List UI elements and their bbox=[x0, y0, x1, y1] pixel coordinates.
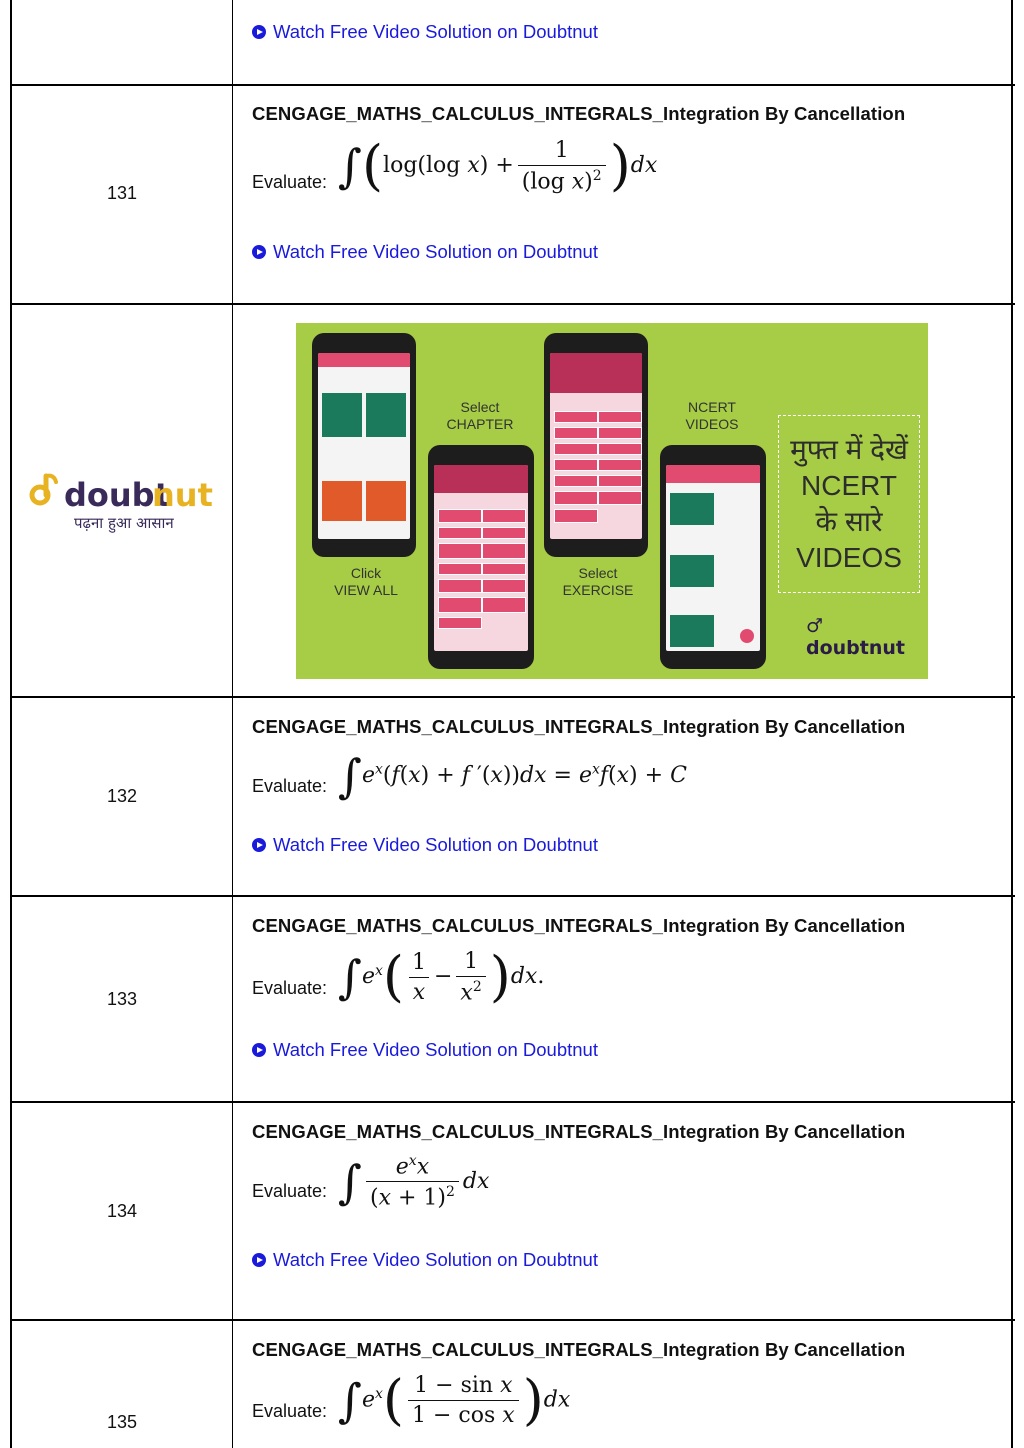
question-number: 135 bbox=[106, 1412, 138, 1432]
logo-tagline: पढ़ना हुआ आसान bbox=[74, 514, 174, 532]
column-divider bbox=[232, 897, 233, 1101]
column-divider bbox=[232, 698, 233, 895]
label-select-chapter: Select CHAPTER bbox=[446, 399, 514, 432]
column-divider bbox=[232, 0, 233, 84]
play-circle-icon bbox=[252, 25, 266, 39]
watch-video-link[interactable] bbox=[252, 1249, 598, 1271]
column-divider bbox=[232, 86, 233, 303]
evaluate-label: Evaluate: bbox=[252, 1181, 328, 1201]
logo-brand-left: doubt bbox=[64, 476, 170, 514]
integral-expression: $\int e^x$( $\frac{1}{x}$ − $\frac{1}{x^2}$ )dx. bbox=[338, 945, 545, 1009]
promo-line: NCERT bbox=[801, 470, 897, 501]
integral-expression: $\int e^x$( $\frac{\text{1 − sin x}}{\text{1 − cos x}}$ )dx bbox=[338, 1368, 571, 1432]
label-select-exercise: Select EXERCISE bbox=[562, 565, 634, 598]
question-heading: CENGAGE_MATHS_CALCULUS_INTEGRALS_Integration By Cancellation bbox=[252, 915, 906, 936]
column-divider bbox=[232, 305, 233, 696]
question-number: 132 bbox=[106, 786, 138, 806]
watch-video-link-text: Watch Free Video Solution on Doubtnut bbox=[273, 834, 598, 855]
table-row bbox=[12, 897, 1015, 1103]
evaluate-label: Evaluate: bbox=[252, 776, 328, 796]
watch-video-link-text: Watch Free Video Solution on Doubtnut bbox=[273, 1039, 598, 1060]
question-heading: CENGAGE_MATHS_CALCULUS_INTEGRALS_Integration By Cancellation bbox=[252, 716, 906, 737]
tips-card bbox=[366, 481, 406, 521]
question-number: 131 bbox=[106, 183, 138, 203]
table-row bbox=[12, 698, 1015, 897]
watch-video-link-text: Watch Free Video Solution on Doubtnut bbox=[273, 1249, 598, 1270]
question-number: 134 bbox=[106, 1201, 138, 1221]
table-row bbox=[12, 1103, 1015, 1321]
doubtnut-logo bbox=[26, 468, 216, 543]
watch-video-link-text: Watch Free Video Solution on Doubtnut bbox=[273, 21, 598, 42]
phone-mockup-exercise bbox=[544, 333, 648, 557]
banner-brand-logo: ♂ doubtnut bbox=[806, 615, 905, 659]
promo-banner[interactable] bbox=[296, 323, 928, 679]
doubtnut-logo-graphic bbox=[26, 468, 216, 538]
banner-doubtnut-icon: ♂ bbox=[806, 615, 824, 637]
evaluate-label: Evaluate: bbox=[252, 978, 328, 998]
watch-video-link-text: Watch Free Video Solution on Doubtnut bbox=[273, 241, 598, 262]
play-circle-icon bbox=[252, 838, 266, 852]
question-heading: CENGAGE_MATHS_CALCULUS_INTEGRALS_Integration By Cancellation bbox=[252, 1339, 906, 1360]
column-divider bbox=[232, 1103, 233, 1319]
watch-video-link[interactable] bbox=[252, 21, 598, 43]
question-heading: CENGAGE_MATHS_CALCULUS_INTEGRALS_Integration By Cancellation bbox=[252, 1121, 906, 1142]
ncert-card bbox=[366, 393, 406, 437]
evaluate-label: Evaluate: bbox=[252, 172, 328, 192]
label-ncert-videos: NCERT VIDEOS bbox=[685, 399, 739, 432]
phone-mockup-chapter bbox=[428, 445, 534, 669]
table-row bbox=[12, 0, 1015, 86]
evaluate-label: Evaluate: bbox=[252, 1401, 328, 1421]
promo-line: VIDEOS bbox=[796, 542, 902, 573]
integral-expression: ∫ $\frac{e^xx}{(x + 1)^2}$ dx bbox=[338, 1153, 490, 1211]
integral-expression: ∫(log(log x) + $\frac{1}{(\log x)^2}$ )dx bbox=[338, 134, 658, 198]
tips-card bbox=[322, 481, 362, 521]
phone-mockup-videos bbox=[660, 445, 766, 669]
watch-video-link[interactable] bbox=[252, 1039, 598, 1061]
table-row bbox=[12, 86, 1015, 305]
logo-brand-right: nut bbox=[152, 476, 213, 514]
table-row bbox=[12, 1321, 1015, 1448]
ncert-promo-box bbox=[778, 415, 920, 593]
phone-mockup-library bbox=[312, 333, 416, 557]
watch-video-link[interactable] bbox=[252, 241, 598, 263]
promo-line: मुफ्त में देखें bbox=[790, 434, 908, 465]
question-number: 133 bbox=[106, 989, 138, 1009]
integral-expression: $\int e^x(f(x) + f$ $'(x))dx = e^xf(x) + C$ bbox=[338, 749, 687, 803]
promo-line: के सारे bbox=[815, 506, 883, 537]
watch-video-link[interactable] bbox=[252, 834, 598, 856]
ncert-card bbox=[322, 393, 362, 437]
play-circle-icon bbox=[252, 1043, 266, 1057]
label-click-view-all: Click VIEW ALL bbox=[334, 565, 398, 598]
question-table bbox=[10, 0, 1013, 1448]
play-circle-icon bbox=[252, 245, 266, 259]
play-circle-icon bbox=[252, 1253, 266, 1267]
question-heading: CENGAGE_MATHS_CALCULUS_INTEGRALS_Integration By Cancellation bbox=[252, 103, 906, 124]
column-divider bbox=[232, 1321, 233, 1448]
